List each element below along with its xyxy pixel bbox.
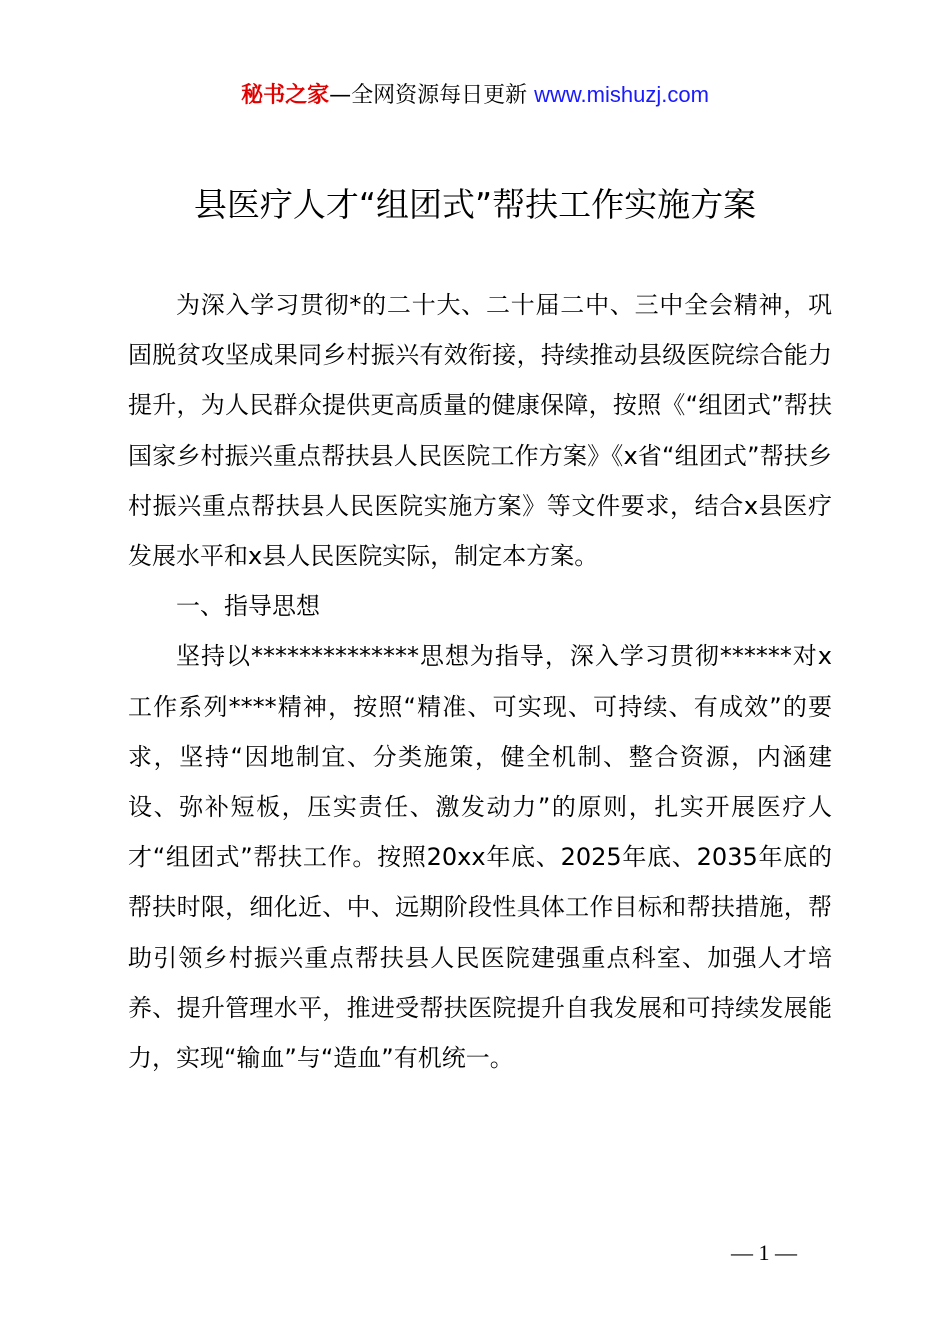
page-number: — 1 — [731,1240,797,1265]
site-tagline: —全网资源每日更新 [329,83,535,108]
site-url-link[interactable]: www.mishuzj.com [534,82,709,107]
document-body [128,280,832,1083]
site-brand: 秘书之家 [241,83,330,108]
guiding-ideology-paragraph: 坚持以**************思想为指导，深入学习贯彻******对x工作系列****精神，按照“精准、可实现、可持续、有成效”的要求，坚持“因地制宜、分类施策，健全机制、整合资源，内涵建设、弥补短板，压实责任、激发动力”的原则，扎实开展医疗人才“组团式”帮扶工作。按照20xx年底、2025年底、2035年底的帮扶时限，细化近、中、远期阶段性具体工作目标和帮扶措施，帮助引领乡村振兴重点帮扶县人民医院建强重点科室、加强人才培养、提升管理水平，推进受帮扶医院提升自我发展和可持续发展能力，实现“输血”与“造血”有机统一。 [128,642,832,1073]
section-heading-guiding-ideology: 一、指导思想 [176,592,320,621]
site-header [0,78,950,113]
intro-paragraph: 为深入学习贯彻*的二十大、二十届二中、三中全会精神，巩固脱贫攻坚成果同乡村振兴有效衔接，持续推动县级医院综合能力提升，为人民群众提供更高质量的健康保障，按照《“组团式”帮扶国家乡村振兴重点帮扶县人民医院工作方案》《x省“组团式”帮扶乡村振兴重点帮扶县人民医院实施方案》等文件要求，结合x县医疗发展水平和x县人民医院实际，制定本方案。 [128,291,832,571]
document-title: 县医疗人才“组团式”帮扶工作实施方案 [193,185,757,224]
